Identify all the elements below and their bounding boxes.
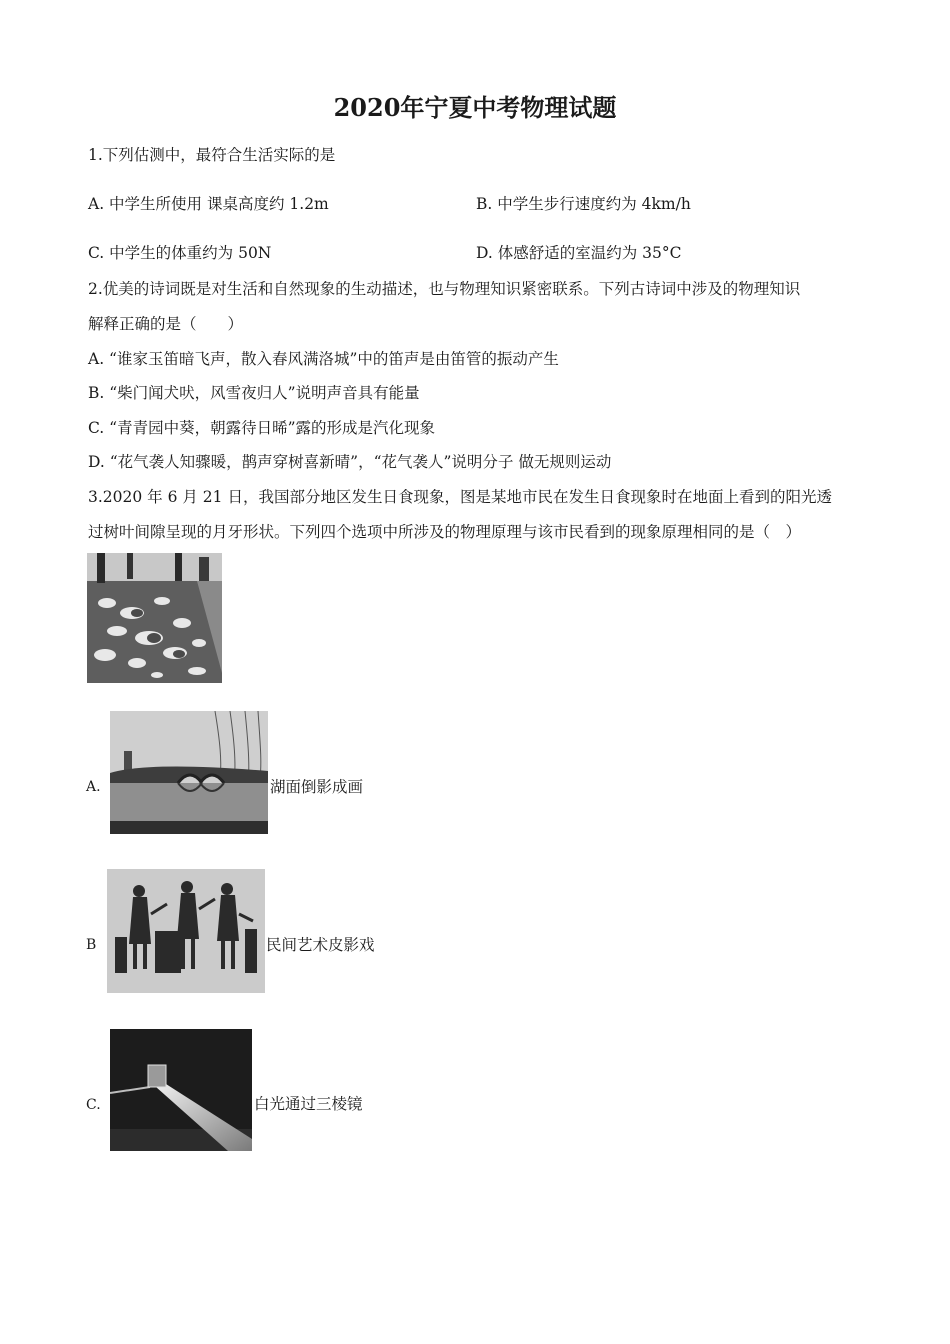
q3-option-b-caption: 民间艺术皮影戏 bbox=[266, 936, 375, 954]
q3-eclipse-shadow-photo bbox=[87, 553, 222, 683]
q2-option-c: C. “青青园中葵，朝露待日晞”露的形成是汽化现象 bbox=[88, 419, 436, 437]
q3-option-c-caption: 白光通过三棱镜 bbox=[254, 1095, 363, 1113]
q3-option-c-letter: C. bbox=[86, 1097, 101, 1113]
q1-stem: 1.下列估测中，最符合生活实际的是 bbox=[88, 146, 336, 164]
q3-stem-line2: 过树叶间隙呈现的月牙形状。下列四个选项中所涉及的物理原理与该市民看到的现象原理相同的是（ ） bbox=[88, 523, 802, 541]
q1-option-d: D. 体感舒适的室温约为 35°C bbox=[476, 244, 682, 262]
q1-option-c: C. 中学生的体重约为 50N bbox=[88, 244, 272, 262]
q2-stem-line2: 解释正确的是（ ） bbox=[88, 315, 244, 333]
q2-option-d: D. “花气袭人知骤暖，鹊声穿树喜新晴”，“花气袭人”说明分子 做无规则运动 bbox=[88, 453, 612, 471]
q2-option-b: B. “柴门闻犬吠，风雪夜归人”说明声音具有能量 bbox=[88, 384, 420, 402]
q3-option-b-letter: B bbox=[86, 937, 97, 953]
q3-option-a-lake-reflection-photo bbox=[110, 711, 268, 834]
q2-stem-line1: 2.优美的诗词既是对生活和自然现象的生动描述，也与物理知识紧密联系。下列古诗词中涉及的物理知识 bbox=[88, 280, 801, 298]
q3-option-c-prism-photo bbox=[110, 1029, 252, 1151]
q1-option-a: A. 中学生所使用 课桌高度约 1.2m bbox=[88, 195, 329, 213]
q3-option-a-letter: A. bbox=[86, 779, 101, 795]
page-title: 2020年宁夏中考物理试题 bbox=[333, 93, 617, 122]
q1-option-b: B. 中学生步行速度约为 4km/h bbox=[476, 195, 691, 213]
q3-option-a-caption: 湖面倒影成画 bbox=[270, 778, 364, 796]
q3-option-b-shadow-puppet-photo bbox=[107, 869, 265, 993]
q3-stem-line1: 3.2020 年 6 月 21 日，我国部分地区发生日食现象，图是某地市民在发生日食现象时在地面上看到的阳光透 bbox=[88, 488, 832, 506]
q2-option-a: A. “谁家玉笛暗飞声，散入春风满洛城”中的笛声是由笛管的振动产生 bbox=[88, 350, 559, 368]
